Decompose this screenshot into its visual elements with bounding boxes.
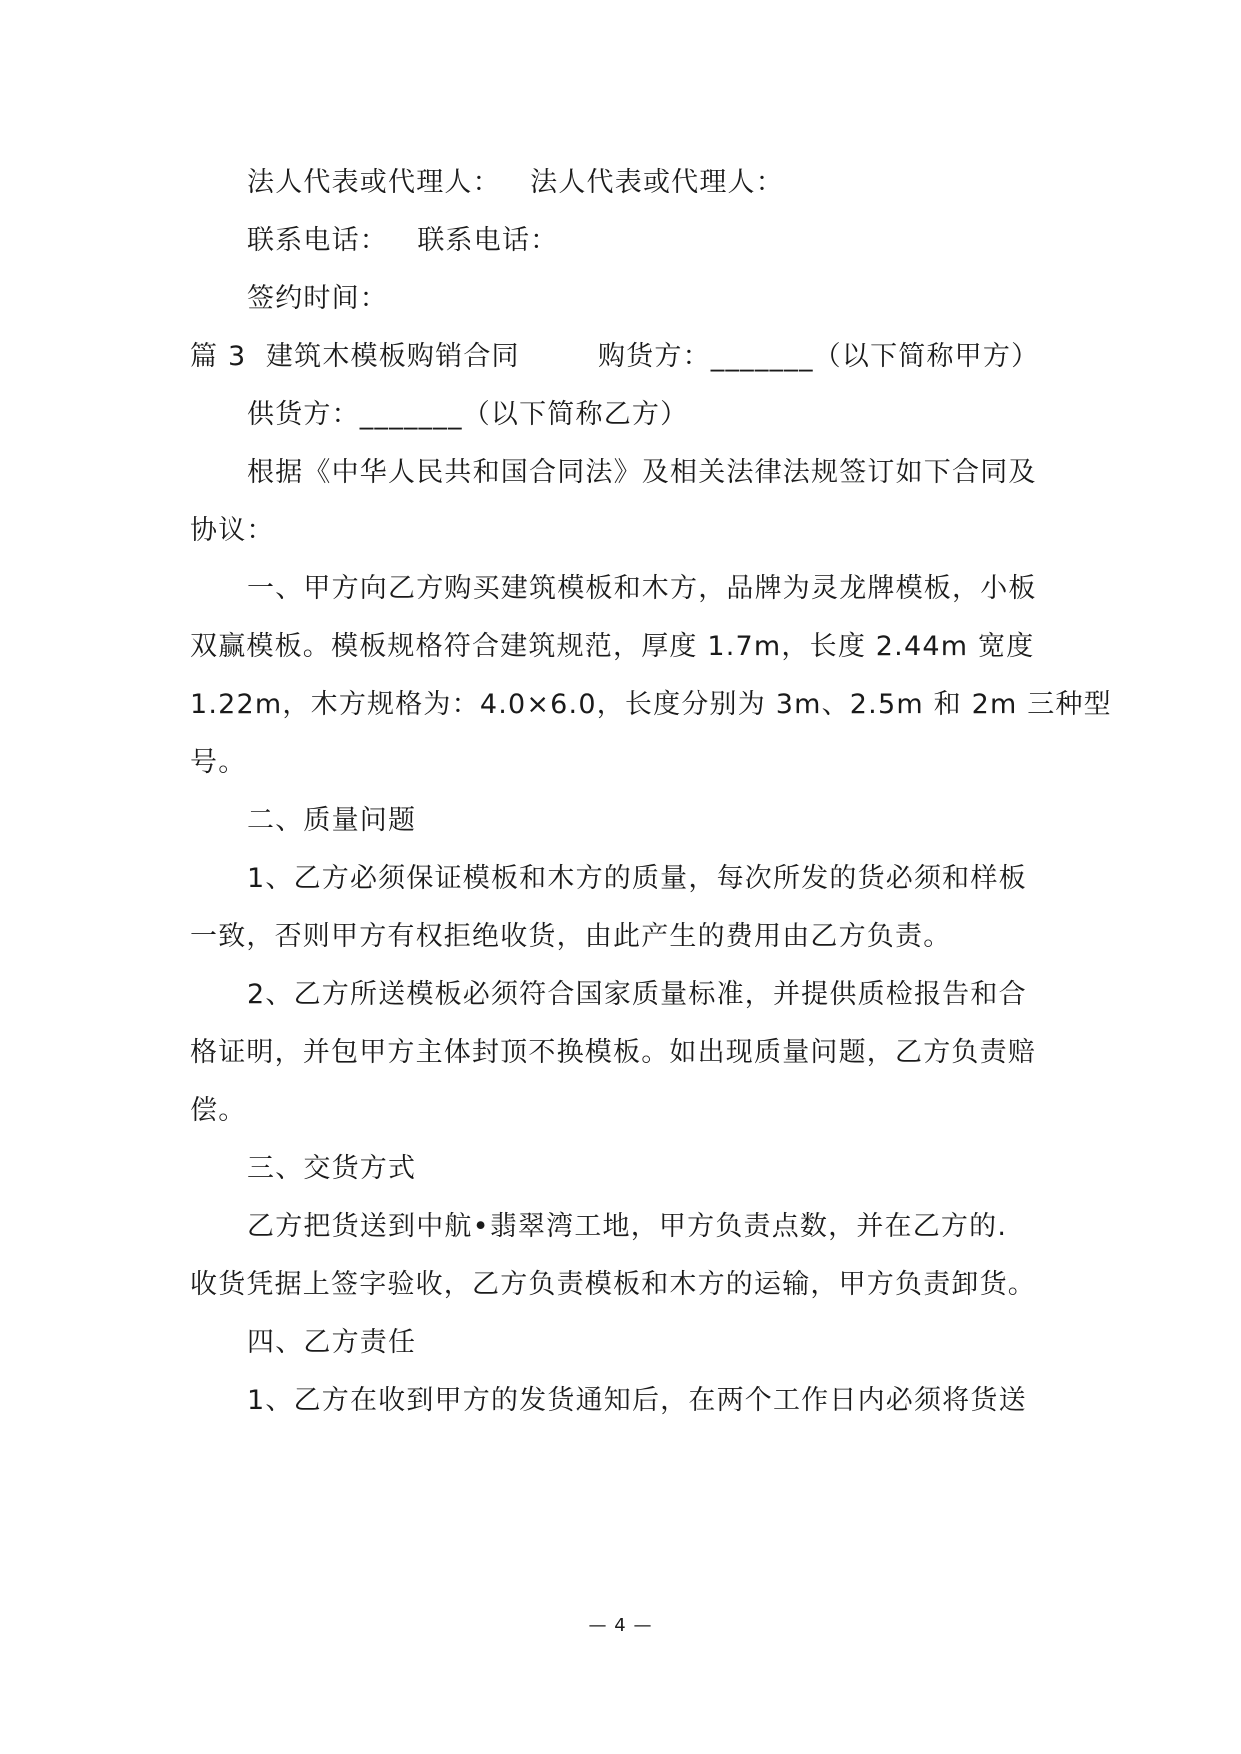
signature-line-date: 签约时间：: [247, 283, 388, 314]
paragraph-line: 协议：: [190, 515, 275, 546]
paragraph-line: 1.22m，木方规格为：4.0×6.0，长度分别为 3m、2.5m 和 2m 三种型: [190, 689, 1112, 720]
paragraph-line: 1、乙方必须保证模板和木方的质量，每次所发的货必须和样板: [247, 863, 1027, 894]
signature-line-phone: 联系电话： 联系电话：: [247, 225, 559, 256]
paragraph-line: 双赢模板。模板规格符合建筑规范，厚度 1.7m，长度 2.44m 宽度: [190, 631, 1035, 662]
page-number: — 4 —: [588, 1615, 653, 1636]
paragraph-line: 乙方把货送到中航•翡翠湾工地，甲方负责点数，并在乙方的.: [247, 1211, 1008, 1242]
paragraph-line: 1、乙方在收到甲方的发货通知后，在两个工作日内必须将货送: [247, 1385, 1027, 1416]
paragraph-line: 一致，否则甲方有权拒绝收货，由此产生的费用由乙方负责。: [190, 921, 952, 952]
paragraph-line: 收货凭据上签字验收，乙方负责模板和木方的运输，甲方负责卸货。: [190, 1269, 1036, 1300]
signature-line-representative: 法人代表或代理人： 法人代表或代理人：: [247, 167, 784, 198]
section-heading: 二、质量问题: [247, 805, 417, 836]
paragraph-line: 格证明，并包甲方主体封顶不换模板。如出现质量问题，乙方负责赔: [190, 1037, 1036, 1068]
section-heading: 三、交货方式: [247, 1153, 417, 1184]
paragraph-line: 号。: [190, 747, 247, 778]
contract-title-line: 篇 3 建筑木模板购销合同 购货方：_______（以下简称甲方）: [190, 341, 1040, 372]
paragraph-line: 一、甲方向乙方购买建筑模板和木方，品牌为灵龙牌模板，小板: [247, 573, 1037, 604]
paragraph-line: 2、乙方所送模板必须符合国家质量标准，并提供质检报告和合: [247, 979, 1027, 1010]
supplier-line: 供货方：_______（以下简称乙方）: [247, 399, 689, 430]
section-heading: 四、乙方责任: [247, 1327, 417, 1358]
paragraph-line: 根据《中华人民共和国合同法》及相关法律法规签订如下合同及: [247, 457, 1037, 488]
paragraph-line: 偿。: [190, 1095, 247, 1126]
